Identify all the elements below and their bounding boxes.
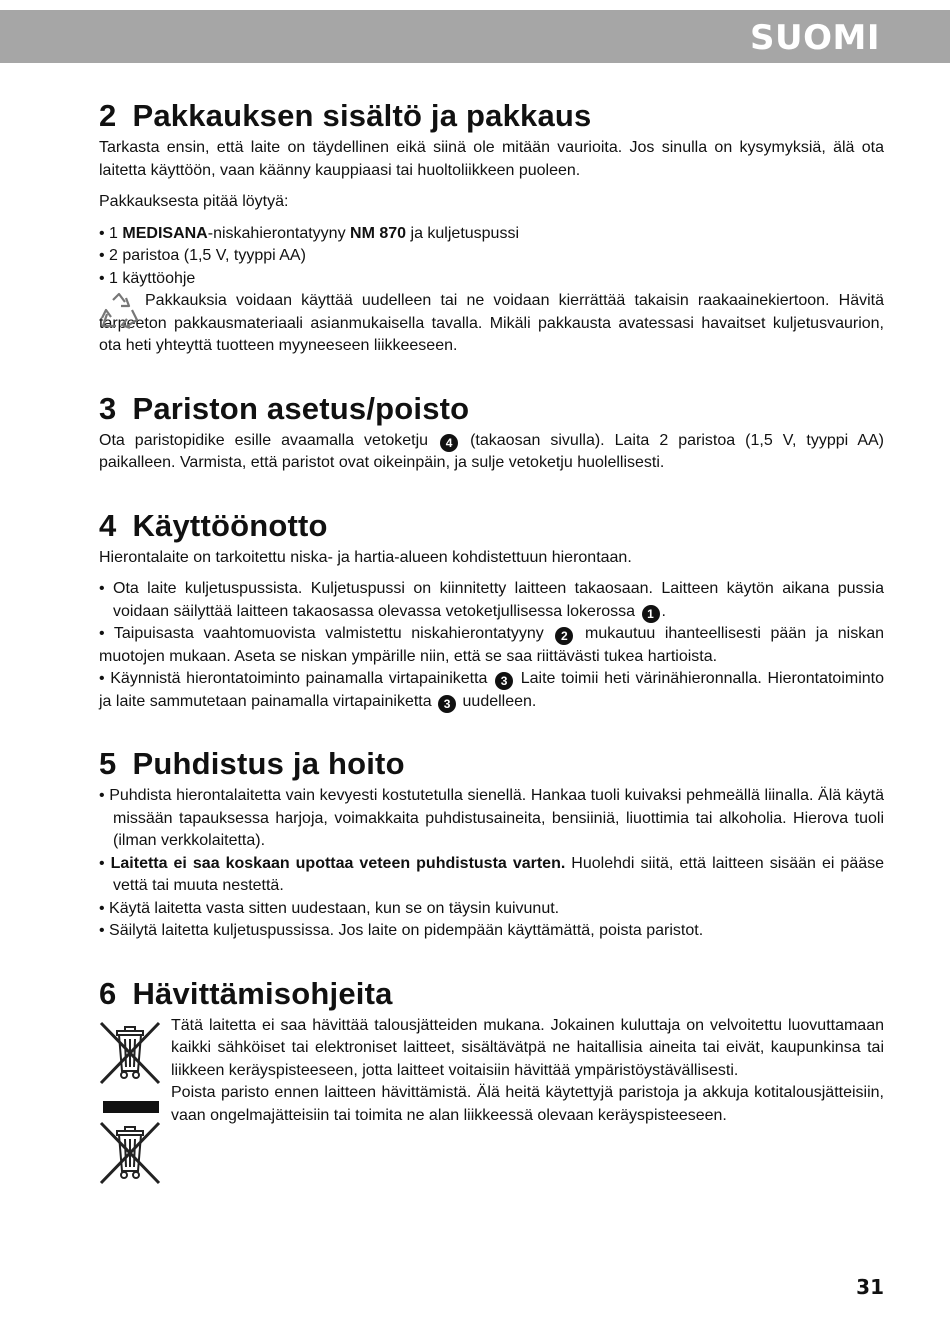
section-heading — [99, 505, 884, 547]
reference-marker: 1 — [642, 605, 660, 623]
section-disposal — [99, 973, 884, 1128]
section-battery — [99, 388, 884, 475]
list-item: • Ota laite kuljetuspussista. Kuljetuspussi on kiinnitetty laitteen takaosaan. Laitteen käytön aikana pussia voidaan säilyttää laitteen takaosassa olevassa vetoketjullisessa lokerossa 1 . — [99, 580, 884, 621]
section-title: Puhdistus ja hoito — [132, 746, 405, 781]
section-heading — [99, 973, 884, 1015]
section-title: Pariston asetus/poisto — [132, 390, 470, 426]
section-getting-started — [99, 505, 884, 714]
section-title: Käyttöönotto — [132, 507, 328, 543]
page-content — [99, 95, 884, 1127]
language-label: SUOMI — [750, 18, 880, 58]
list-item: • Puhdista hierontalaitetta vain kevyesti kostutetulla sienellä. Hankaa tuoli kuivaksi pehmeällä liinalla. Älä käytä missään tapauksessa harjoja, voimakkaita puhdistusaineita, bensiiniä, liuottimia tai alkoholia. Hierova tuoli (ilman verkkolaitetta). — [99, 787, 884, 849]
section-number: 4 — [99, 507, 117, 543]
warning-text: Laitetta ei saa koskaan upottaa veteen puhdistusta varten. — [110, 854, 566, 872]
section-heading — [99, 743, 884, 785]
section-title: Pakkauksen sisältö ja pakkaus — [132, 98, 592, 133]
list-item: • 2 paristoa (1,5 V, tyyppi AA) — [99, 247, 306, 264]
section-heading — [99, 388, 884, 430]
list-item: • Laitetta ei saa koskaan upottaa veteen puhdistusta varten. Huolehdi siitä, että laitteen sisään ei pääse vettä tai muuta nestettä. — [99, 854, 885, 894]
separator-bar — [103, 1101, 159, 1113]
paragraph: Pakkauksia voidaan käyttää uudelleen tai ne voidaan kierrättää takaisin raakaainekiertoon. Hävitä tarpeeton pakkausmateriaali asianmukaisella tavalla. Mikäli pakkausta avatessasi havaitset kuljetusvaurion, ota heti yhteyttä tuotteen myyneeseen liikkeeseen. — [99, 292, 884, 354]
section-number: 5 — [99, 746, 117, 781]
paragraph: Hierontalaite on tarkoitettu niska- ja hartia-alueen kohdistettuun hierontaan. — [99, 548, 632, 566]
paragraph: Tarkasta ensin, että laite on täydellinen eikä siinä ole mitään vaurioita. Jos sinulla on kysymyksiä, älä ota laitetta käyttöön, vaan käänny kauppiaasi tai huoltoliikkeen puoleen. — [99, 139, 884, 179]
page-number: 31 — [856, 1275, 884, 1299]
reference-marker: 2 — [555, 627, 573, 645]
crossed-bin-icon — [99, 1019, 161, 1087]
brand-name: MEDISANA — [122, 224, 208, 242]
reference-marker: 3 — [495, 672, 513, 690]
paragraph: Poista paristo ennen laitteen hävittämistä. Älä heitä käytettyjä paristoja ja akkuja kotitalousjätteisiin, vaan ongelmajätteisiin tai toimita ne alan liikkeessä olevaan keräyspisteeseen. — [171, 1084, 884, 1124]
paragraph: Tätä laitetta ei saa hävittää talousjätteiden mukana. Jokainen kuluttaja on velvoitettu luovuttamaan kaikki sähköiset tai elektroniset laitteet, sisältävätpä ne haitallisia aineita tai eivät, kaupunkinsa tai liikkeen keräyspisteeseen, jotta laitteet voitaisiin hävittää ympäristöystävällisesti. — [171, 1016, 884, 1079]
model-number: NM 870 — [350, 224, 407, 242]
language-header-bar — [0, 10, 950, 63]
list-item: • Taipuisasta vaahtomuovista valmistettu niskahierontatyyny 2 mukautuu ihanteellisesti pään ja niskan muotojen mukaan. Aseta se niskan ympärille niin, että se saa riittävästi tukea hartioista. — [99, 625, 884, 665]
contents-label: Pakkauksesta pitää löytyä: — [99, 193, 289, 210]
list-item: • 1 käyttöohje — [99, 269, 196, 287]
reference-marker: 4 — [440, 434, 458, 452]
recycle-icon — [99, 292, 139, 330]
list-item: • Käytä laitetta vasta sitten uudestaan, kun se on täysin kuivunut. — [99, 899, 560, 917]
recycle-note — [99, 290, 884, 358]
paragraph: Ota paristopidike esille avaamalla vetoketju 4 (takaosan sivulla). Laita 2 paristoa (1,5 V, tyyppi AA) paikalleen. Varmista, että paristot ovat oikeinpäin, ja sulje vetoketju huolellisesti. — [99, 431, 884, 471]
reference-marker: 3 — [438, 695, 456, 713]
section-cleaning — [99, 743, 884, 943]
section-package-contents — [99, 95, 884, 358]
section-number: 6 — [99, 975, 117, 1011]
list-item: • Käynnistä hierontatoiminto painamalla virtapainiketta 3 Laite toimii heti värinähieronnalla. Hierontatoiminto ja laite sammutetaan painamalla virtapainiketta 3 uudelleen. — [99, 670, 885, 711]
section-number: 2 — [99, 98, 117, 133]
crossed-bin-icon — [99, 1119, 161, 1187]
section-title: Hävittämisohjeita — [132, 975, 393, 1011]
list-item: • Säilytä laitetta kuljetuspussissa. Jos laite on pidempään käyttämättä, poista paristot. — [99, 922, 704, 939]
list-item: • 1 MEDISANA-niskahierontatyyny NM 870 ja kuljetuspussi — [99, 224, 520, 242]
section-number: 3 — [99, 390, 117, 426]
disposal-notes — [99, 1015, 884, 1128]
section-heading — [99, 95, 884, 137]
